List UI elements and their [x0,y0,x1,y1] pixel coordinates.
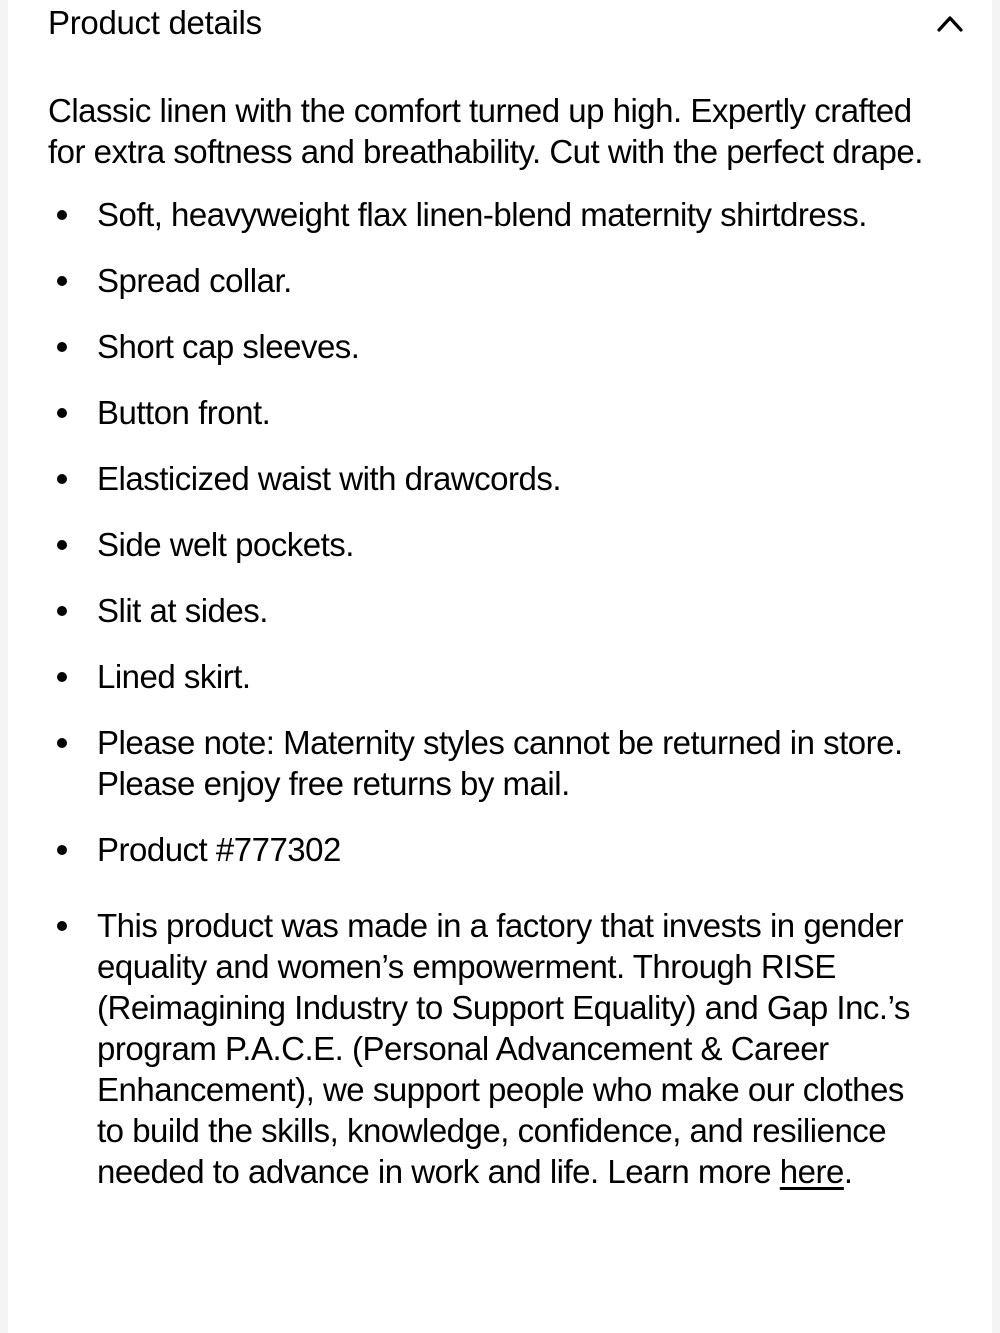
sustainability-note [48,905,937,1192]
feature-text: Please note: Maternity styles cannot be returned in store. Please enjoy free returns by mail. [97,724,903,802]
bullet-icon [57,474,67,484]
learn-more-link[interactable]: here [779,1153,844,1190]
bullet-icon [57,540,67,550]
bullet-icon [57,606,67,616]
chevron-up-icon[interactable] [933,10,967,36]
feature-item [48,656,937,697]
feature-item [48,392,937,433]
bullet-icon [57,342,67,352]
feature-list [48,194,948,1192]
feature-text: Elasticized waist with drawcords. [97,460,561,497]
bullet-icon [57,921,67,931]
product-details-content [48,90,948,1217]
left-edge [0,0,8,1333]
feature-item [48,326,937,367]
feature-item [48,458,937,499]
feature-text: Short cap sleeves. [97,328,360,365]
product-details-header[interactable] [0,0,1000,52]
feature-text: Soft, heavyweight flax linen-blend maternity shirtdress. [97,196,867,233]
bullet-icon [57,210,67,220]
feature-item [48,194,937,235]
bullet-icon [57,408,67,418]
feature-text: Spread collar. [97,262,292,299]
product-description: Classic linen with the comfort turned up high. Expertly crafted for extra softness and breathability. Cut with the perfect drape. [48,92,923,170]
feature-text: Slit at sides. [97,592,268,629]
feature-item [48,524,937,565]
bullet-icon [57,276,67,286]
feature-item [48,590,937,631]
right-edge [992,0,1000,1333]
sentence-end: . [843,1153,853,1190]
feature-text: Side welt pockets. [97,526,354,563]
section-title: Product details [48,4,262,41]
return-policy-note [48,722,937,804]
feature-text: Button front. [97,394,271,431]
bullet-icon [57,672,67,682]
feature-item [48,260,937,301]
feature-text: Product #777302 [97,831,341,868]
feature-text: Lined skirt. [97,658,251,695]
bullet-icon [57,738,67,748]
sustainability-text: This product was made in a factory that invests in gender equality and women’s empowerment. Through RISE (Reimagining Industry to Support Equality) and Gap Inc.’s program P.A.C.E. (Personal Advancement & Career Enhancement), we support people who make our clothes to build the skills, knowledge, confidence, and resilience needed to advance in work and life. Learn more [97,907,910,1190]
product-number [48,829,937,870]
bullet-icon [57,845,67,855]
